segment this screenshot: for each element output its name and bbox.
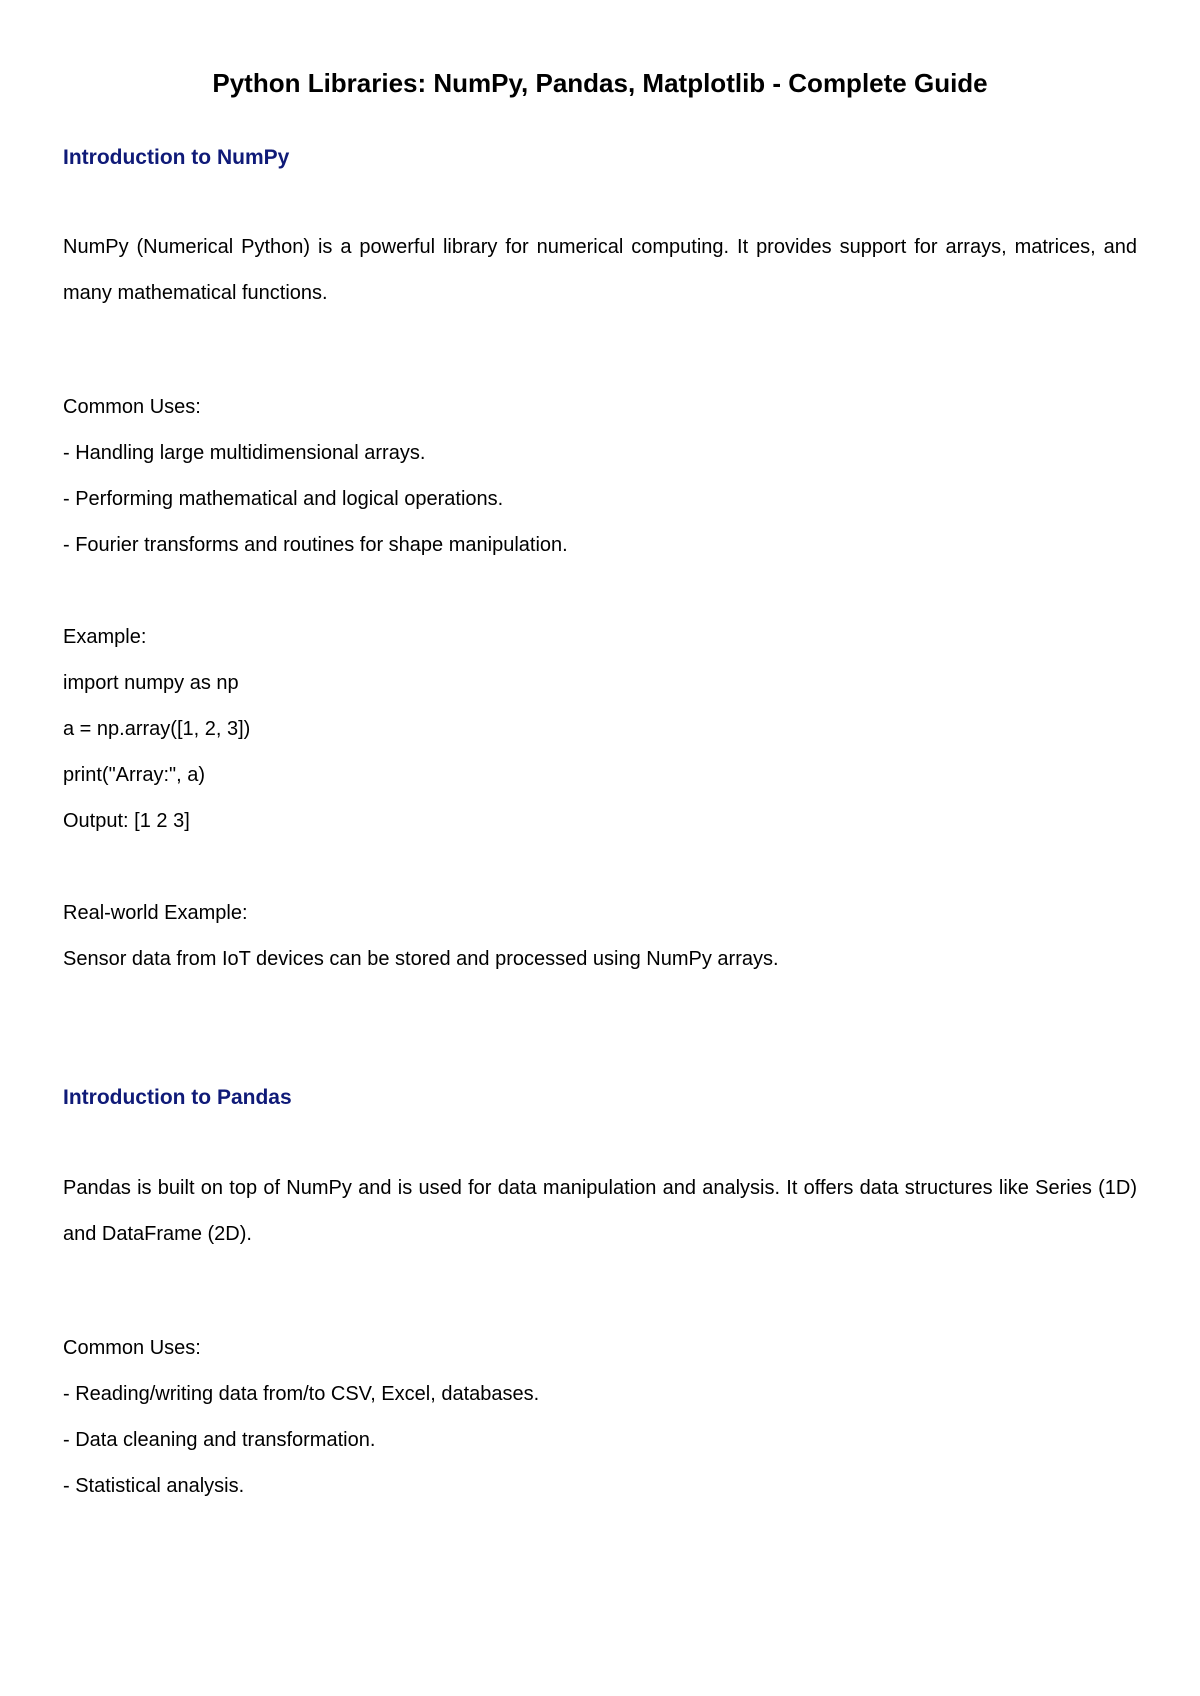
code-line: import numpy as np (63, 672, 239, 694)
numpy-intro-paragraph: NumPy (Numerical Python) is a powerful library for numerical computing. It provides support for arrays, matrices, and many mathematical functions. (63, 236, 1137, 304)
numpy-realworld-label: Real-world Example: (63, 902, 248, 924)
code-line: a = np.array([1, 2, 3]) (63, 718, 251, 740)
numpy-uses-label: Common Uses: (63, 396, 201, 418)
list-item: - Data cleaning and transformation. (63, 1429, 376, 1451)
section-heading-numpy: Introduction to NumPy (63, 146, 290, 169)
numpy-common-uses (63, 384, 1137, 568)
list-item: - Fourier transforms and routines for shape manipulation. (63, 534, 568, 556)
pandas-section-body (63, 1165, 1137, 1257)
numpy-example (63, 614, 1137, 844)
list-item: - Statistical analysis. (63, 1475, 245, 1497)
section-heading-pandas: Introduction to Pandas (63, 1086, 292, 1109)
numpy-example-label: Example: (63, 626, 147, 648)
pandas-intro-paragraph: Pandas is built on top of NumPy and is used for data manipulation and analysis. It offers data structures like Series (1D) and DataFrame (2D). (63, 1177, 1137, 1245)
list-item: - Handling large multidimensional arrays. (63, 442, 426, 464)
pandas-common-uses (63, 1325, 1137, 1509)
document-title: Python Libraries: NumPy, Pandas, Matplotlib - Complete Guide (212, 68, 988, 98)
list-item: - Performing mathematical and logical operations. (63, 488, 504, 510)
numpy-section-body (63, 224, 1137, 316)
list-item: - Reading/writing data from/to CSV, Excel, databases. (63, 1383, 540, 1405)
numpy-realworld (63, 890, 1137, 982)
numpy-realworld-text: Sensor data from IoT devices can be stored and processed using NumPy arrays. (63, 948, 779, 970)
code-line: Output: [1 2 3] (63, 810, 190, 832)
code-line: print("Array:", a) (63, 764, 206, 786)
pandas-uses-label: Common Uses: (63, 1337, 201, 1359)
